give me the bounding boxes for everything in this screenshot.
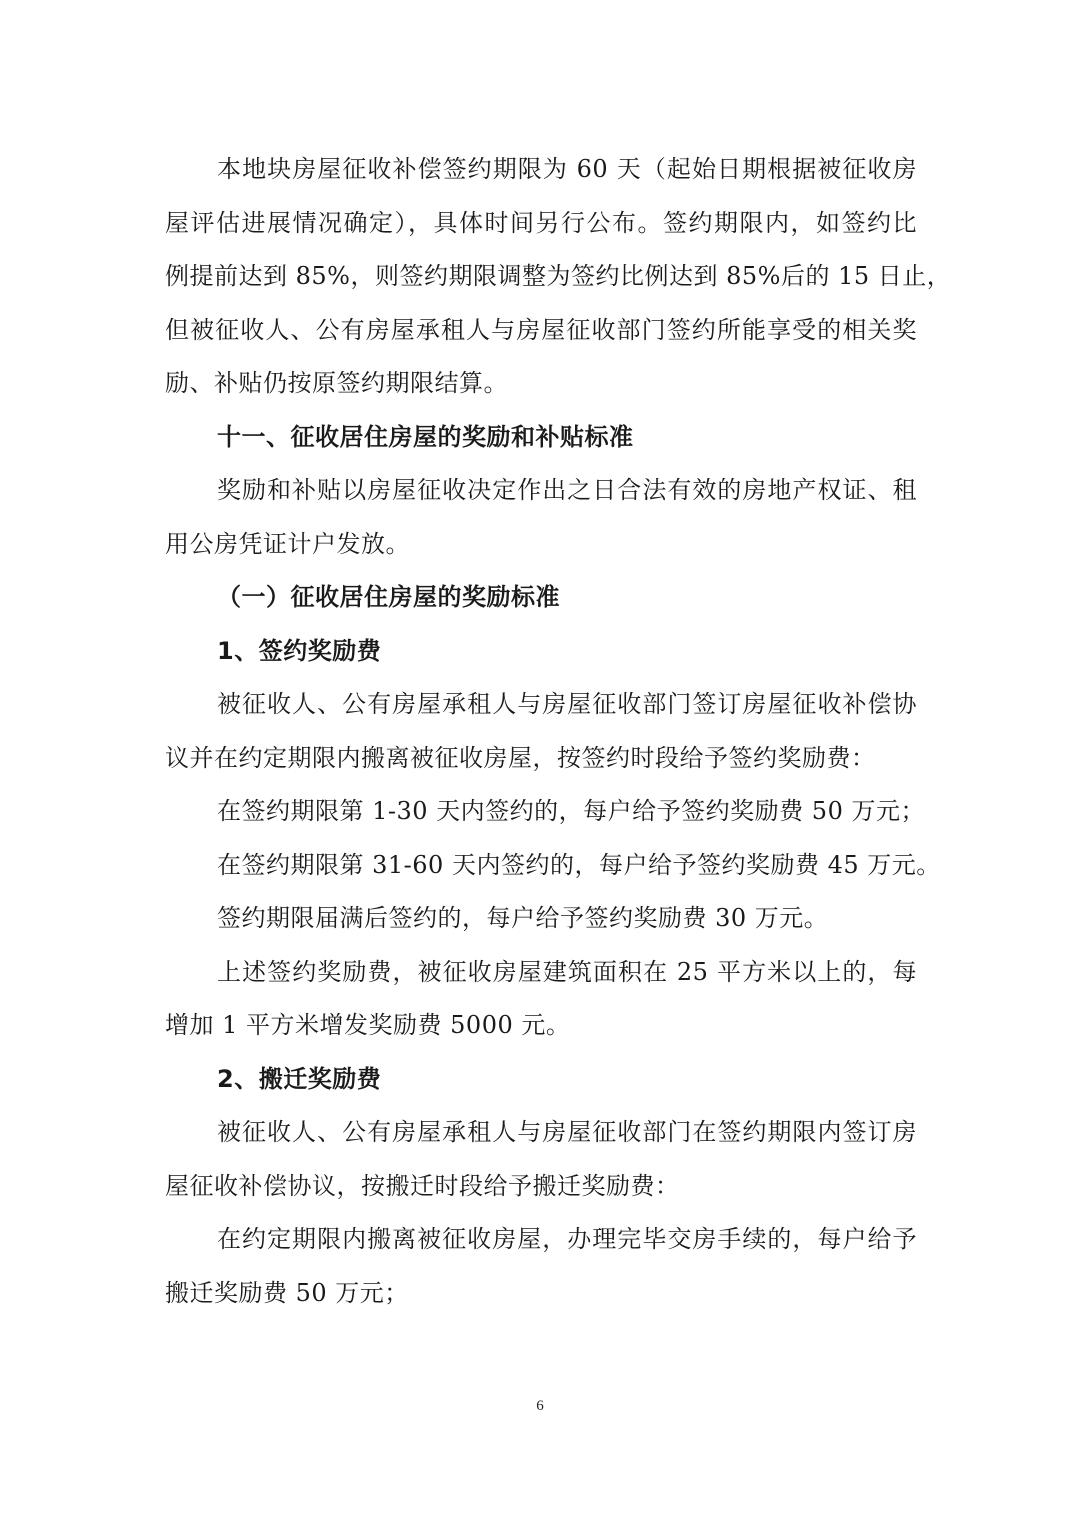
paragraph-line: 本地块房屋征收补偿签约期限为 60 天（起始日期根据被征收房 (217, 155, 917, 183)
paragraph-line: 在约定期限内搬离被征收房屋，办理完毕交房手续的，每户给予 (217, 1225, 917, 1253)
paragraph-line: 屋评估进展情况确定），具体时间另行公布。签约期限内，如签约比 (165, 208, 917, 237)
section-heading: 十一、征收居住房屋的奖励和补贴标准 (217, 422, 634, 451)
paragraph-line: 但被征收人、公有房屋承租人与房屋征收部门签约所能享受的相关奖 (165, 315, 917, 344)
paragraph-line: 增加 1 平方米增发奖励费 5000 元。 (165, 1011, 571, 1039)
item-heading-signing-bonus: 1、签约奖励费 (217, 636, 382, 665)
paragraph-line: 励、补贴仍按原签约期限结算。 (165, 369, 508, 397)
paragraph-line: 用公房凭证计户发放。 (165, 529, 410, 558)
paragraph-signing-bonus-intro (165, 678, 917, 785)
paragraph-issuance-basis (165, 464, 917, 571)
paragraph-line: 搬迁奖励费 50 万元； (165, 1278, 409, 1307)
paragraph-line: 议并在约定期限内搬离被征收房屋，按签约时段给予签约奖励费： (165, 743, 876, 772)
paragraph-line: 屋征收补偿协议，按搬迁时段给予搬迁奖励费： (165, 1171, 680, 1200)
paragraph-line: 例提前达到 85%，则签约期限调整为签约比例达到 85%后的 15 日止， (165, 262, 952, 290)
paragraph-relocation-rule (165, 1213, 917, 1320)
rule-line: 在签约期限第 1-30 天内签约的，每户给予签约奖励费 50 万元； (217, 797, 925, 825)
paragraph-line: 奖励和补贴以房屋征收决定作出之日合法有效的房地产权证、租 (217, 476, 917, 504)
paragraph-line: 上述签约奖励费，被征收房屋建筑面积在 25 平方米以上的，每 (217, 957, 917, 986)
document-body (165, 143, 952, 1320)
page-number: 6 (536, 1398, 544, 1414)
item-heading-relocation-bonus: 2、搬迁奖励费 (217, 1064, 382, 1093)
paragraph-line: 被征收人、公有房屋承租人与房屋征收部门签订房屋征收补偿协 (217, 690, 917, 718)
paragraph-signing-period (165, 143, 952, 411)
rule-line: 在签约期限第 31-60 天内签约的，每户给予签约奖励费 45 万元。 (217, 850, 941, 879)
paragraph-relocation-intro (165, 1106, 917, 1213)
paragraph-area-bonus (165, 946, 917, 1053)
subsection-heading: （一）征收居住房屋的奖励标准 (217, 583, 560, 611)
paragraph-line: 被征收人、公有房屋承租人与房屋征收部门在签约期限内签订房 (217, 1118, 917, 1146)
rule-line: 签约期限届满后签约的，每户给予签约奖励费 30 万元。 (217, 904, 829, 932)
